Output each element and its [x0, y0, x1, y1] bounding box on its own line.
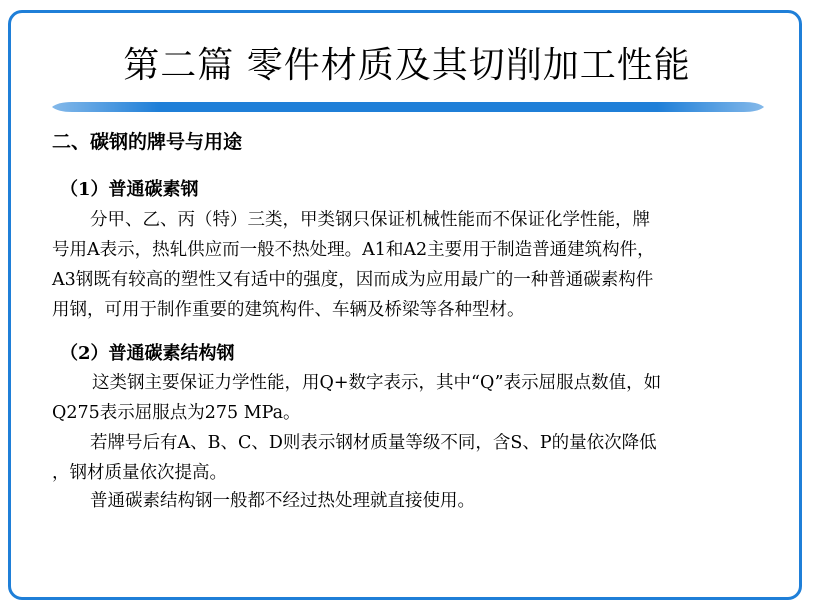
- paragraph-line: 号用A表示，热轧供应而一般不热处理。A1和A2主要用于制造普通建筑构件，: [52, 240, 655, 260]
- paragraph-line: 这类钢主要保证力学性能，用Q+数字表示，其中“Q”表示屈服点数值，如: [92, 373, 662, 393]
- subsection-heading-2: （2）普通碳素结构钢: [60, 343, 235, 364]
- title-underline: [52, 102, 764, 112]
- paragraph-line: A3钢既有较高的塑性又有适中的强度，因而成为应用最广的一种普通碳素构件: [52, 270, 654, 290]
- paragraph-line: ，钢材质量依次提高。: [52, 463, 227, 483]
- paragraph-line: Q275表示屈服点为275 MPa。: [52, 403, 301, 423]
- section-heading: 二、碳钢的牌号与用途: [52, 131, 243, 153]
- slide-title: 第二篇 零件材质及其切削加工性能: [123, 45, 691, 86]
- subsection-heading-1: （1）普通碳素钢: [60, 179, 199, 200]
- paragraph-line: 分甲、乙、丙（特）三类，甲类钢只保证机械性能而不保证化学性能，牌: [90, 210, 650, 230]
- paragraph-line: 用钢，可用于制作重要的建筑构件、车辆及桥梁等各种型材。: [52, 300, 525, 320]
- paragraph-line: 普通碳素结构钢一般都不经过热处理就直接使用。: [90, 491, 475, 511]
- paragraph-line: 若牌号后有A、B、C、D则表示钢材质量等级不同，含S、P的量依次降低: [90, 433, 657, 453]
